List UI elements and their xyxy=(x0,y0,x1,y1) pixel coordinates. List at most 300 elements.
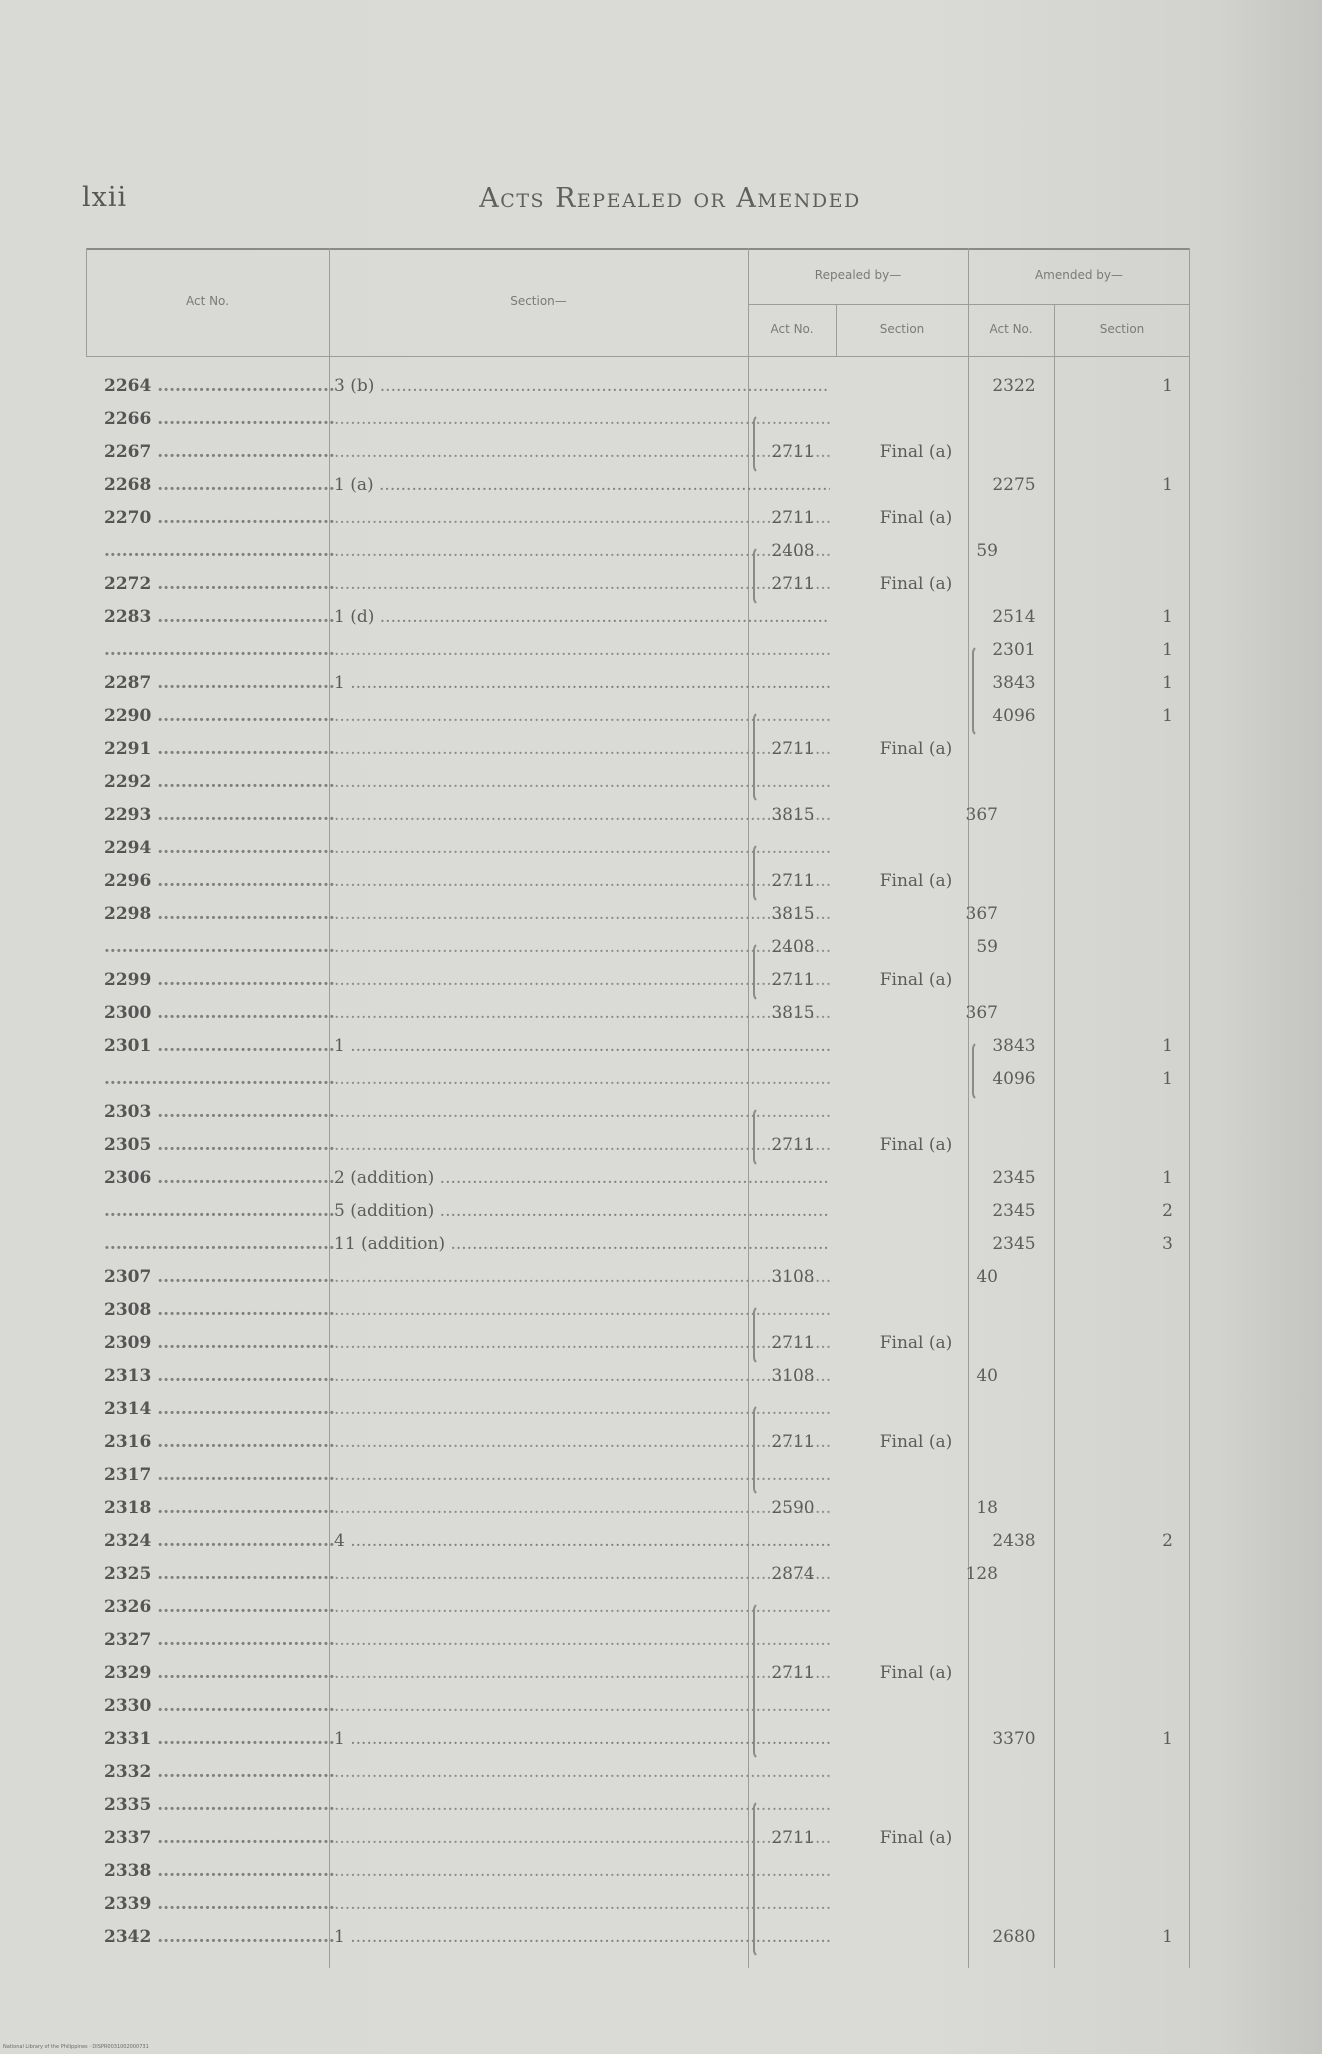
amended-by-act xyxy=(974,997,1054,1030)
amended-by-section: 1 xyxy=(1162,376,1173,396)
header-bottom-rule xyxy=(86,356,1190,357)
table-row xyxy=(86,898,1190,931)
repealed-by-section: Final (a) xyxy=(879,739,953,759)
amended-by-act xyxy=(974,1558,1054,1591)
act-number: 2267 ..... xyxy=(104,436,336,469)
amended-by-act: 2345 xyxy=(992,1168,1036,1188)
amended-by-section xyxy=(1059,568,1187,601)
table-row xyxy=(86,502,1190,535)
amended-by-section: 1 xyxy=(1162,1168,1173,1188)
amended-by-act xyxy=(974,1129,1054,1162)
repealed-by-act: 2711 xyxy=(771,970,815,990)
repealed-by-section: 40 xyxy=(976,1366,998,1386)
table-row xyxy=(86,1393,1190,1426)
act-number: 2290 ..... xyxy=(104,700,336,733)
repealed-by-act xyxy=(758,634,828,667)
amended-by-section: 2 xyxy=(1162,1531,1173,1551)
table-row xyxy=(86,1129,1190,1162)
amended-by-act xyxy=(974,1822,1054,1855)
amended-by-act: 3370 xyxy=(992,1729,1036,1749)
amended-by-section xyxy=(1059,1096,1187,1129)
act-number: 2313 ..... xyxy=(104,1360,336,1393)
repealed-by-act xyxy=(758,1789,828,1822)
amended-by-act xyxy=(974,1426,1054,1459)
act-number: 2264 ..... xyxy=(104,370,336,403)
header-repealed-by: Repealed by— xyxy=(814,268,902,282)
amended-by-section: 1 xyxy=(1162,607,1173,627)
amended-by-section xyxy=(1059,1327,1187,1360)
table-row xyxy=(86,436,1190,469)
amended-by-section xyxy=(1059,1360,1187,1393)
section-ref: 1 ..... xyxy=(334,1723,830,1756)
amended-by-section xyxy=(1059,1591,1187,1624)
amended-by-act: 3843 xyxy=(992,673,1036,693)
repealed-by-act: 2408 xyxy=(771,937,815,957)
act-number: 2293 ..... xyxy=(104,799,336,832)
act-number: 2325 ..... xyxy=(104,1558,336,1591)
act-number: 2287 ..... xyxy=(104,667,336,700)
amended-by-act xyxy=(974,1492,1054,1525)
act-number: 2330 ..... xyxy=(104,1690,336,1723)
repealed-by-section: Final (a) xyxy=(879,508,953,528)
amended-by-act xyxy=(974,1855,1054,1888)
amended-by-section xyxy=(1059,733,1187,766)
amended-by-section: 1 xyxy=(1162,640,1173,660)
repealed-brace xyxy=(753,1305,761,1365)
repealed-by-act: 2711 xyxy=(771,574,815,594)
table-row xyxy=(86,1789,1190,1822)
amended-by-act xyxy=(974,1624,1054,1657)
repealed-by-act xyxy=(758,1063,828,1096)
act-number xyxy=(104,1228,336,1261)
act-number: 2331 ..... xyxy=(104,1723,336,1756)
repealed-by-act: 2711 xyxy=(771,1333,815,1353)
amended-by-section xyxy=(1059,898,1187,931)
amended-by-act xyxy=(974,1096,1054,1129)
act-number: 2342 ..... xyxy=(104,1921,336,1954)
header-repealed-act-no: Act No. xyxy=(770,322,814,336)
table-row xyxy=(86,1921,1190,1954)
act-number: 2266 ..... xyxy=(104,403,336,436)
table-row xyxy=(86,1030,1190,1063)
repealed-by-act xyxy=(758,1921,828,1954)
section-ref xyxy=(334,502,830,535)
section-ref: 1 (a) ..... xyxy=(334,469,830,502)
repealed-by-act xyxy=(758,1195,828,1228)
act-number: 2335 ..... xyxy=(104,1789,336,1822)
repealed-by-act: 3108 xyxy=(771,1267,815,1287)
section-ref: 1 ..... xyxy=(334,1030,830,1063)
section-ref xyxy=(334,997,830,1030)
act-number: 2318 ..... xyxy=(104,1492,336,1525)
amended-by-section xyxy=(1059,997,1187,1030)
amended-by-section xyxy=(1059,865,1187,898)
section-ref xyxy=(334,1360,830,1393)
act-number: 2338 ..... xyxy=(104,1855,336,1888)
amended-by-act xyxy=(974,502,1054,535)
amended-by-act xyxy=(974,1294,1054,1327)
table-row xyxy=(86,1756,1190,1789)
section-ref xyxy=(334,634,830,667)
table-row xyxy=(86,601,1190,634)
act-number: 2314 ..... xyxy=(104,1393,336,1426)
repealed-by-act xyxy=(758,1393,828,1426)
table-row xyxy=(86,1492,1190,1525)
amended-by-section xyxy=(1059,502,1187,535)
section-ref: 2 (addition) ..... xyxy=(334,1162,830,1195)
amended-by-section xyxy=(1059,1129,1187,1162)
repealed-brace xyxy=(753,843,761,903)
repealed-by-section: Final (a) xyxy=(879,1663,953,1683)
amended-by-act xyxy=(974,1393,1054,1426)
repealed-by-section: Final (a) xyxy=(879,574,953,594)
table-row xyxy=(86,931,1190,964)
repealed-by-act xyxy=(758,1162,828,1195)
repealed-by-act xyxy=(758,1888,828,1921)
section-ref: 4 ..... xyxy=(334,1525,830,1558)
repealed-brace xyxy=(753,414,761,474)
repealed-by-section: 40 xyxy=(976,1267,998,1287)
repealed-by-section: Final (a) xyxy=(879,442,953,462)
repealed-brace xyxy=(753,711,761,803)
section-ref xyxy=(334,1756,830,1789)
scan-credit: National Library of the Philippines · DISPR0031002000731 xyxy=(3,2044,149,2050)
table-row xyxy=(86,733,1190,766)
header-amended-by: Amended by— xyxy=(1034,268,1124,282)
repealed-by-section: 59 xyxy=(976,541,998,561)
amended-by-act: 4096 xyxy=(992,1069,1036,1089)
amended-by-act xyxy=(974,931,1054,964)
amended-by-act xyxy=(974,1591,1054,1624)
repealed-by-act: 2711 xyxy=(771,1432,815,1452)
table-row xyxy=(86,568,1190,601)
table-row xyxy=(86,700,1190,733)
amended-by-section xyxy=(1059,1294,1187,1327)
amended-by-act xyxy=(974,1360,1054,1393)
table-row xyxy=(86,1723,1190,1756)
table-row xyxy=(86,1525,1190,1558)
repealed-brace xyxy=(753,942,761,1002)
amended-brace xyxy=(972,645,980,737)
table-row xyxy=(86,1096,1190,1129)
amended-by-section xyxy=(1059,1624,1187,1657)
act-number: 2294 ..... xyxy=(104,832,336,865)
amended-by-act xyxy=(974,898,1054,931)
repealed-by-act xyxy=(758,700,828,733)
amended-by-act: 2345 xyxy=(992,1201,1036,1221)
amended-by-section: 3 xyxy=(1162,1234,1173,1254)
amended-by-section xyxy=(1059,1657,1187,1690)
amended-by-section xyxy=(1059,403,1187,436)
section-ref xyxy=(334,1261,830,1294)
act-number xyxy=(104,1063,336,1096)
section-ref: 1 (d) ..... xyxy=(334,601,830,634)
repealed-by-act: 2711 xyxy=(771,1828,815,1848)
section-ref xyxy=(334,898,830,931)
repealed-by-act xyxy=(758,1030,828,1063)
acts-table xyxy=(86,248,1190,1968)
repealed-by-act xyxy=(758,601,828,634)
repealed-by-act: 2711 xyxy=(771,508,815,528)
table-row xyxy=(86,1888,1190,1921)
act-number: 2339 ..... xyxy=(104,1888,336,1921)
table-row xyxy=(86,634,1190,667)
repealed-by-act xyxy=(758,403,828,436)
repealed-by-act xyxy=(758,469,828,502)
act-number: 2268 ..... xyxy=(104,469,336,502)
repealed-brace xyxy=(753,1404,761,1496)
repealed-by-act: 3108 xyxy=(771,1366,815,1386)
amended-by-section xyxy=(1059,964,1187,997)
section-ref: 1 ..... xyxy=(334,1921,830,1954)
act-number: 2298 ..... xyxy=(104,898,336,931)
repealed-brace xyxy=(753,1800,761,1958)
repealed-by-section: 367 xyxy=(965,904,998,924)
repealed-by-section: 59 xyxy=(976,937,998,957)
amended-by-act: 2345 xyxy=(992,1234,1036,1254)
amended-by-section: 2 xyxy=(1162,1201,1173,1221)
amended-by-act xyxy=(974,964,1054,997)
amended-by-section: 1 xyxy=(1162,1036,1173,1056)
act-number: 2327 ..... xyxy=(104,1624,336,1657)
repealed-by-act: 2408 xyxy=(771,541,815,561)
repealed-by-section: Final (a) xyxy=(879,1828,953,1848)
act-number: 2337 ..... xyxy=(104,1822,336,1855)
amended-by-act xyxy=(974,1888,1054,1921)
amended-by-act xyxy=(974,1756,1054,1789)
table-row xyxy=(86,997,1190,1030)
table-row xyxy=(86,1591,1190,1624)
act-number: 2316 ..... xyxy=(104,1426,336,1459)
section-ref xyxy=(334,1492,830,1525)
table-row xyxy=(86,1327,1190,1360)
header-section: Section— xyxy=(510,294,567,308)
table-row xyxy=(86,370,1190,403)
table-row xyxy=(86,799,1190,832)
act-number: 2326 ..... xyxy=(104,1591,336,1624)
header-act-no: Act No. xyxy=(185,294,230,308)
amended-by-act: 2275 xyxy=(992,475,1036,495)
table-row xyxy=(86,1195,1190,1228)
section-ref: 3 (b) ..... xyxy=(334,370,830,403)
repealed-by-act: 3815 xyxy=(771,904,815,924)
repealed-by-section: Final (a) xyxy=(879,1333,953,1353)
table-row xyxy=(86,1624,1190,1657)
act-number: 2272 ..... xyxy=(104,568,336,601)
amended-by-act xyxy=(974,568,1054,601)
act-number: 2332 ..... xyxy=(104,1756,336,1789)
repealed-by-act xyxy=(758,667,828,700)
amended-by-act: 2680 xyxy=(992,1927,1036,1947)
amended-by-act xyxy=(974,1789,1054,1822)
amended-by-section xyxy=(1059,1789,1187,1822)
section-ref: 11 (addition) ..... xyxy=(334,1228,830,1261)
table-row xyxy=(86,1822,1190,1855)
amended-by-section xyxy=(1059,1393,1187,1426)
page-title: Acts Repealed or Amended xyxy=(479,183,861,214)
table-row xyxy=(86,1558,1190,1591)
amended-by-act xyxy=(974,1657,1054,1690)
table-row xyxy=(86,403,1190,436)
act-number: 2283 ..... xyxy=(104,601,336,634)
act-number xyxy=(104,1195,336,1228)
amended-by-section xyxy=(1059,1261,1187,1294)
repealed-by-act xyxy=(758,832,828,865)
table-row xyxy=(86,865,1190,898)
amended-by-act xyxy=(974,766,1054,799)
act-number: 2329 ..... xyxy=(104,1657,336,1690)
repealed-by-act xyxy=(758,1459,828,1492)
amended-by-section xyxy=(1059,931,1187,964)
section-ref xyxy=(334,1063,830,1096)
repealed-by-act xyxy=(758,1756,828,1789)
repealed-by-section: 18 xyxy=(976,1498,998,1518)
repealed-by-act xyxy=(758,1096,828,1129)
repealed-by-act xyxy=(758,1294,828,1327)
repealed-by-act: 2590 xyxy=(771,1498,815,1518)
repealed-by-act: 2711 xyxy=(771,1663,815,1683)
act-number: 2270 ..... xyxy=(104,502,336,535)
repealed-by-section: Final (a) xyxy=(879,1135,953,1155)
amended-by-act xyxy=(974,865,1054,898)
section-ref xyxy=(334,1558,830,1591)
repealed-by-act: 3815 xyxy=(771,805,815,825)
amended-by-act: 3843 xyxy=(992,1036,1036,1056)
amended-by-act xyxy=(974,1261,1054,1294)
header-amended-act-no: Act No. xyxy=(989,322,1033,336)
amended-by-act xyxy=(974,1459,1054,1492)
act-number: 2307 ..... xyxy=(104,1261,336,1294)
amended-by-act xyxy=(974,1327,1054,1360)
repealed-by-section: 367 xyxy=(965,805,998,825)
amended-by-section xyxy=(1059,1888,1187,1921)
repealed-by-act: 2711 xyxy=(771,1135,815,1155)
table-row xyxy=(86,667,1190,700)
act-number xyxy=(104,535,336,568)
amended-by-section xyxy=(1059,1756,1187,1789)
repealed-by-act xyxy=(758,1228,828,1261)
page-number: lxii xyxy=(82,182,128,213)
amended-by-section xyxy=(1059,766,1187,799)
amended-by-act: 2514 xyxy=(992,607,1036,627)
repealed-by-section: 367 xyxy=(965,1003,998,1023)
repealed-by-act xyxy=(758,1624,828,1657)
repealed-by-section: 128 xyxy=(965,1564,998,1584)
amended-by-act: 4096 xyxy=(992,706,1036,726)
header-amended-section: Section xyxy=(1099,322,1145,336)
table-row xyxy=(86,1162,1190,1195)
table-row xyxy=(86,832,1190,865)
amended-by-act xyxy=(974,436,1054,469)
repealed-by-section: Final (a) xyxy=(879,970,953,990)
amended-by-section xyxy=(1059,1492,1187,1525)
amended-by-act: 2301 xyxy=(992,640,1036,660)
table-row xyxy=(86,1426,1190,1459)
amended-by-section xyxy=(1059,1855,1187,1888)
repealed-by-act: 2711 xyxy=(771,442,815,462)
amended-by-section xyxy=(1059,436,1187,469)
table-row xyxy=(86,1360,1190,1393)
act-number: 2305 ..... xyxy=(104,1129,336,1162)
amended-brace xyxy=(972,1041,980,1101)
amended-by-section: 1 xyxy=(1162,1729,1173,1749)
act-number: 2308 ..... xyxy=(104,1294,336,1327)
amended-by-section xyxy=(1059,1459,1187,1492)
table-row xyxy=(86,1063,1190,1096)
repealed-brace xyxy=(753,546,761,606)
amended-by-act xyxy=(974,832,1054,865)
table-top-rule xyxy=(86,248,1190,250)
act-number: 2300 ..... xyxy=(104,997,336,1030)
act-number: 2292 ..... xyxy=(104,766,336,799)
repealed-by-act xyxy=(758,1723,828,1756)
amended-by-section: 1 xyxy=(1162,706,1173,726)
repealed-by-act xyxy=(758,1591,828,1624)
table-row xyxy=(86,964,1190,997)
repealed-brace xyxy=(753,1107,761,1167)
amended-by-section: 1 xyxy=(1162,475,1173,495)
repealed-by-act xyxy=(758,370,828,403)
amended-by-section xyxy=(1059,535,1187,568)
amended-by-section xyxy=(1059,832,1187,865)
amended-by-act xyxy=(974,1690,1054,1723)
act-number xyxy=(104,931,336,964)
act-number: 2324 ..... xyxy=(104,1525,336,1558)
repealed-brace xyxy=(753,1602,761,1760)
act-number: 2291 ..... xyxy=(104,733,336,766)
act-number: 2317 ..... xyxy=(104,1459,336,1492)
amended-by-act xyxy=(974,403,1054,436)
repealed-by-act: 3815 xyxy=(771,1003,815,1023)
table-row xyxy=(86,1228,1190,1261)
section-ref: 5 (addition) ..... xyxy=(334,1195,830,1228)
amended-by-section: 1 xyxy=(1162,1927,1173,1947)
amended-by-act xyxy=(974,733,1054,766)
amended-by-section xyxy=(1059,1822,1187,1855)
table-row xyxy=(86,469,1190,502)
amended-by-act xyxy=(974,799,1054,832)
repealed-by-section: Final (a) xyxy=(879,871,953,891)
act-number: 2296 ..... xyxy=(104,865,336,898)
repealed-by-act xyxy=(758,1855,828,1888)
act-number: 2309 ..... xyxy=(104,1327,336,1360)
repealed-by-act: 2874 xyxy=(771,1564,815,1584)
act-number: 2306 ..... xyxy=(104,1162,336,1195)
repealed-by-act: 2711 xyxy=(771,739,815,759)
amended-by-act xyxy=(974,535,1054,568)
section-ref xyxy=(334,799,830,832)
table-row xyxy=(86,1294,1190,1327)
act-number: 2303 ..... xyxy=(104,1096,336,1129)
repealed-by-section: Final (a) xyxy=(879,1432,953,1452)
repealed-by-act: 2711 xyxy=(771,871,815,891)
amended-by-section xyxy=(1059,799,1187,832)
amended-by-act: 2438 xyxy=(992,1531,1036,1551)
repealed-by-act xyxy=(758,766,828,799)
header-repealed-section: Section xyxy=(879,322,925,336)
amended-by-act: 2322 xyxy=(992,376,1036,396)
amended-by-section: 1 xyxy=(1162,1069,1173,1089)
table-row xyxy=(86,766,1190,799)
table-row xyxy=(86,1459,1190,1492)
act-number xyxy=(104,634,336,667)
table-row xyxy=(86,1855,1190,1888)
table-row xyxy=(86,1690,1190,1723)
amended-by-section xyxy=(1059,1558,1187,1591)
table-row xyxy=(86,1657,1190,1690)
act-number: 2299 ..... xyxy=(104,964,336,997)
amended-by-section: 1 xyxy=(1162,673,1173,693)
